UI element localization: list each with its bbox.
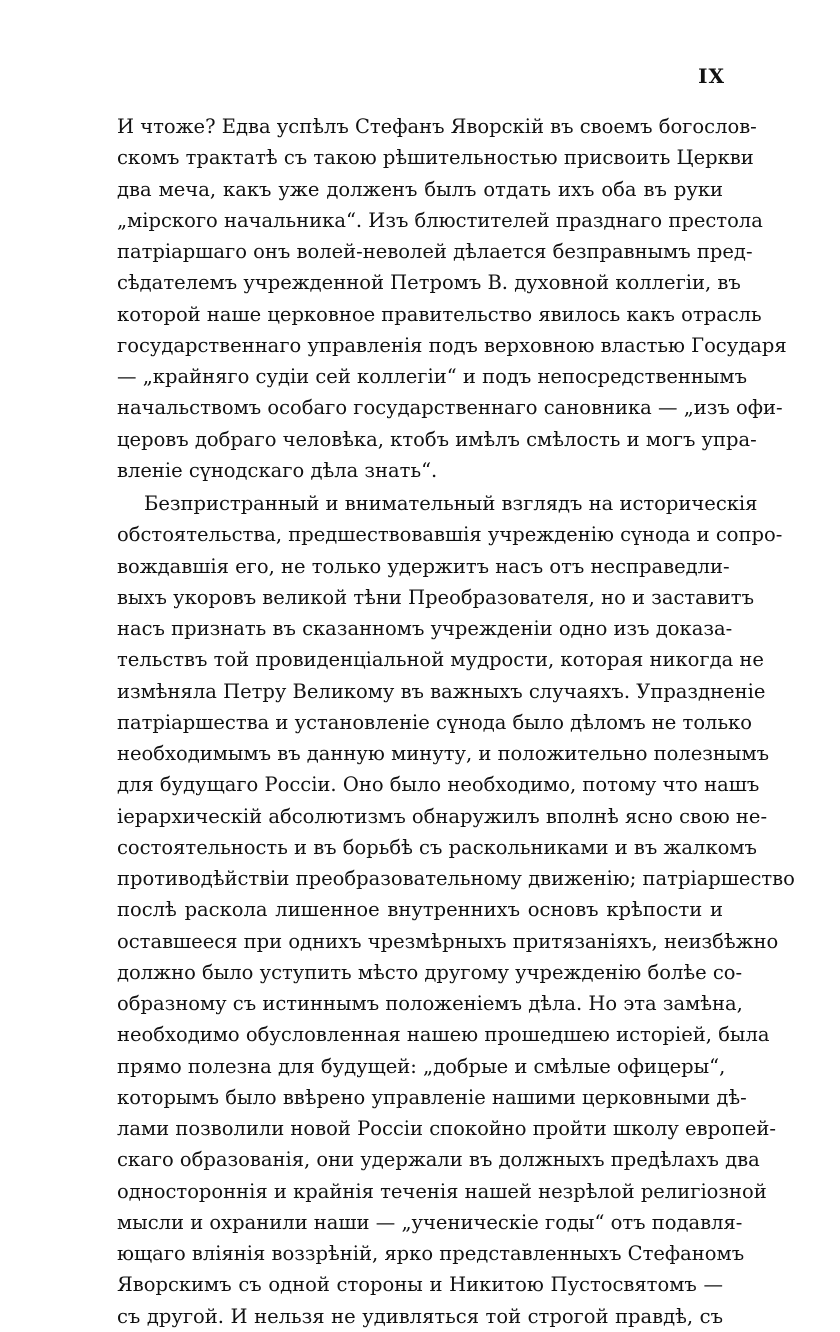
text-line: которымъ было ввѣрено управленіе нашими церковными дѣ- — [117, 1085, 747, 1109]
text-line: И чтоже? Едва успѣлъ Стефанъ Яворскій въ своемъ богослов- — [117, 115, 757, 138]
paragraph-2 — [117, 488, 795, 1332]
text-line: измѣняла Петру Великому въ важныхъ случаяхъ. Упраздненіе — [117, 679, 766, 703]
text-line: „мірского начальника“. Изъ блюстителей празднаго престола — [117, 208, 763, 232]
text-line: начальствомъ особаго государственнаго сановника — „изъ офи- — [117, 396, 783, 420]
text-line: образному съ истиннымъ положеніемъ дѣла. Но эта замѣна, — [117, 992, 743, 1015]
text-line: тельствъ той провиденціальной мудрости, которая никогда не — [117, 648, 764, 672]
text-line: — „крайняго судіи сей коллегіи“ и подъ непосредственнымъ — [117, 365, 747, 388]
text-line: мысли и охранили наши — „ученическіе годы“ отъ подавля- — [117, 1210, 743, 1234]
text-line: выхъ укоровъ великой тѣни Преобразователя, но и заставитъ — [117, 585, 754, 609]
text-line: одностороннія и крайнія теченія нашей незрѣлой религіозной — [117, 1179, 767, 1203]
text-line: Яворскимъ съ одной стороны и Никитою Пустосвятомъ — — [117, 1273, 723, 1297]
text-line: насъ признать въ сказанномъ учрежденіи одно изъ доказа- — [117, 617, 733, 640]
text-line: должно было уступить мѣсто другому учрежденію болѣе со- — [117, 960, 743, 984]
text-line: сѣдателемъ учрежденной Петромъ В. духовной коллегіи, въ — [117, 271, 741, 295]
text-line: послѣ раскола лишенное внутреннихъ основъ крѣпости и — [117, 898, 723, 922]
text-line: Безпристранный и внимательный взглядъ на историческія — [144, 492, 758, 515]
text-line: которой наше церковное правительство явилось какъ отрасль — [117, 302, 762, 326]
text-line: противодѣйствіи преобразовательному движенію; патріаршество — [117, 867, 795, 890]
text-line: патріаршаго онъ волей-неволей дѣлается безправнымъ пред- — [117, 240, 753, 263]
text-line: прямо полезна для будущей: „добрые и смѣлые офицеры“, — [117, 1054, 726, 1078]
text-line: состоятельность и въ борьбѣ съ раскольниками и въ жалкомъ — [117, 835, 757, 859]
text-line: скаго образованія, они удержали въ должныхъ предѣлахъ два — [117, 1148, 760, 1172]
paragraph-1 — [117, 111, 787, 486]
text-line: для будущаго Россіи. Оно было необходимо, потому что нашъ — [117, 773, 760, 797]
text-line: ющаго вліянія воззрѣній, ярко представленныхъ Стефаномъ — [117, 1242, 745, 1265]
text-line: церовъ добраго человѣка, ктобъ имѣлъ смѣлость и могъ упра- — [117, 427, 757, 451]
text-line: скомъ трактатѣ съ такою рѣшительностью присвоить Церкви — [117, 146, 754, 170]
page-number: IX — [698, 64, 725, 88]
text-line: два меча, какъ уже долженъ былъ отдать ихъ оба въ руки — [117, 177, 723, 201]
text-line: іерархическій абсолютизмъ обнаружилъ вполнѣ ясно свою не- — [117, 804, 768, 828]
text-line: съ другой. И нельзя не удивляться той строгой правдѣ, съ — [117, 1304, 723, 1328]
text-line: обстоятельства, предшествовавшія учрежденію сүнода и сопро- — [117, 523, 783, 547]
text-line: государственнаго управленія подъ верховною властью Государя — [117, 333, 787, 357]
text-line: вождавшія его, не только удержитъ насъ отъ несправедли- — [117, 554, 730, 578]
body-text — [117, 111, 795, 1332]
text-line: необходимо обусловленная нашею прошедшею исторіей, была — [117, 1023, 770, 1047]
text-line: патріаршества и установленіе сүнода было дѣломъ не только — [117, 710, 752, 734]
text-line: оставшееся при однихъ чрезмѣрныхъ притязаніяхъ, неизбѣжно — [117, 929, 779, 953]
text-line: необходимымъ въ данную минуту, и положительно полезнымъ — [117, 742, 770, 765]
text-line: вленіе сүнодскаго дѣла знать“. — [117, 458, 438, 482]
text-line: лами позволили новой Россіи спокойно пройти школу европей- — [117, 1117, 776, 1140]
